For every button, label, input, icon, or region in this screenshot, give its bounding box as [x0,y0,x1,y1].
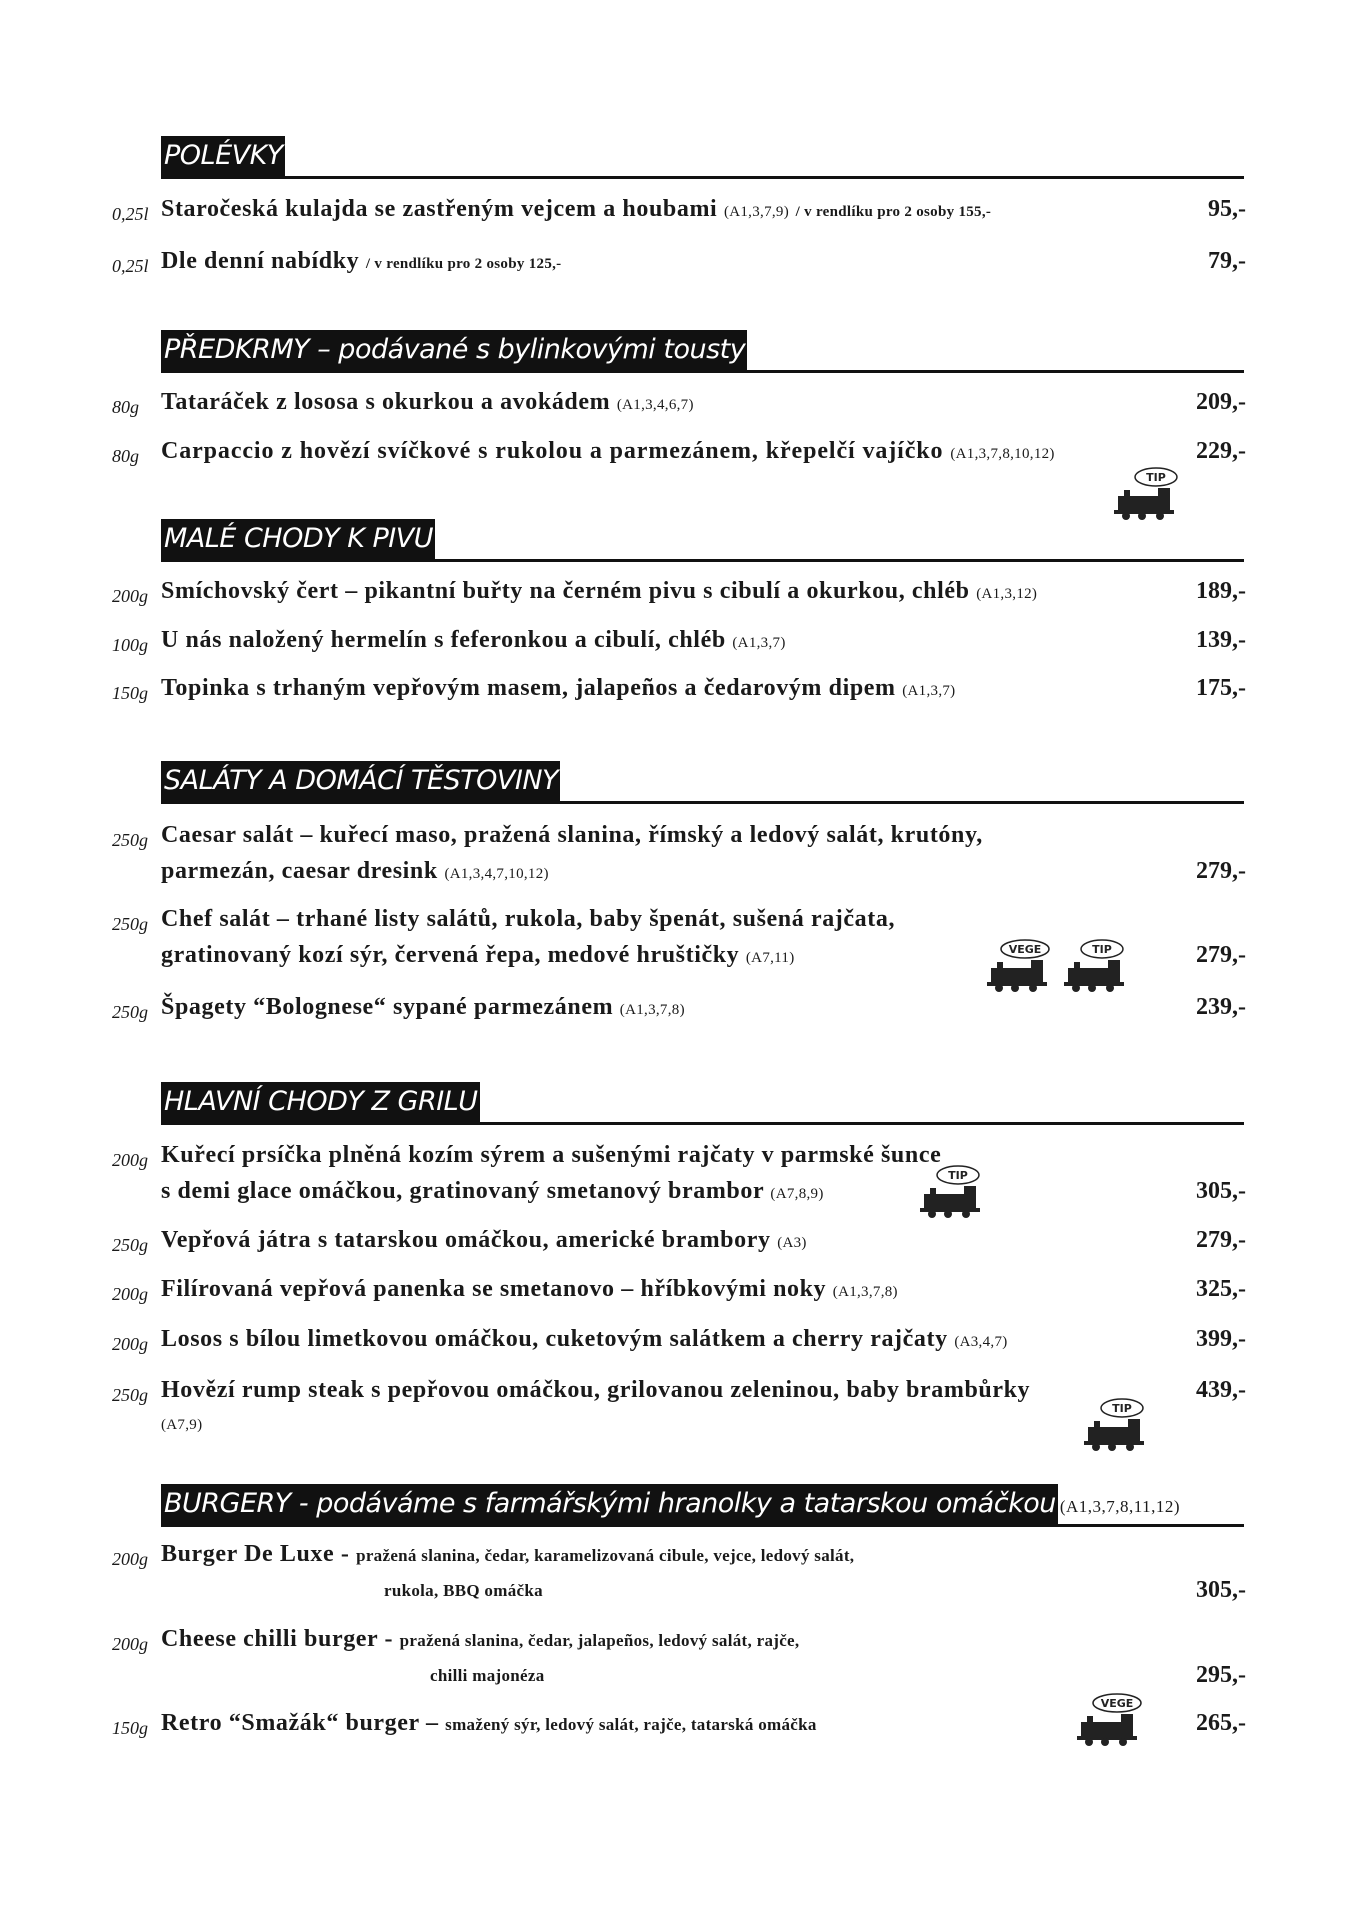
item-description-cont: chilli majonéza [430,1666,545,1685]
item-name: Burger De Luxe - [161,1541,350,1567]
item-price: 95,- [1208,196,1246,222]
menu-item [0,389,1358,425]
item-price: 279,- [1196,942,1246,968]
train-tip-icon [918,1164,990,1220]
item-name-line [161,1541,854,1568]
item-weight: 200g [112,586,148,606]
item-allergens: (A1,3,7) [732,635,786,651]
item-name-line [161,438,1055,465]
item-allergens: (A3) [777,1235,807,1251]
menu-item [0,248,1358,284]
item-weight: 80g [112,446,139,466]
item-name-line [161,627,786,654]
item-weight: 250g [112,830,148,850]
item-price: 305,- [1196,1577,1246,1603]
section-header-male-chody [161,519,1244,562]
menu-item [0,675,1358,711]
item-name: Dle denní nabídky [161,248,360,274]
item-name-line [161,994,685,1021]
item-line2 [161,942,795,969]
item-name: Retro “Smažák“ burger – [161,1710,439,1736]
item-weight: 200g [112,1549,148,1569]
item-price: 189,- [1196,578,1246,604]
menu-item [0,1377,1358,1437]
menu-item [0,196,1358,232]
section-allergens: (A1,3,7,8,11,12) [1059,1497,1181,1516]
menu-item [0,994,1358,1030]
item-price: 175,- [1196,675,1246,701]
item-weight: 200g [112,1150,148,1170]
train-vege-icon [985,938,1057,994]
badge-label: VEGE [1100,1697,1134,1710]
item-name-line [161,389,694,416]
item-name-cont: parmezán, caesar dresink [161,858,438,884]
train-tip-icon [1062,938,1134,994]
item-description: pražená slanina, čedar, jalapeños, ledový salát, rajče, [399,1631,800,1650]
item-price: 79,- [1208,248,1246,274]
item-line1: Hovězí rump steak s pepřovou omáčkou, grilovanou zeleninou, baby brambůrky [161,1377,1031,1403]
item-allergens: (A7,9) [161,1417,203,1433]
menu-item [0,1326,1358,1362]
badge-label: TIP [1092,943,1112,956]
item-name-line [161,196,991,223]
item-price: 399,- [1196,1326,1246,1352]
item-allergens: (A1,3,4,6,7) [616,397,694,413]
section-title: MALÉ CHODY K PIVU [161,519,435,559]
menu-item [0,627,1358,663]
section-title: HLAVNÍ CHODY Z GRILU [161,1082,480,1122]
section-title: POLÉVKY [161,136,285,176]
badge-label: TIP [948,1169,968,1182]
menu-item [0,1142,1358,1214]
item-name-line [161,1326,1008,1353]
item-name-cont: gratinovaný kozí sýr, červená řepa, medové hruštičky [161,942,740,968]
item-name-line [161,1626,799,1653]
item-weight: 250g [112,914,148,934]
item-name-cont: s demi glace omáčkou, gratinovaný smetanový brambor [161,1178,764,1204]
item-note: / v rendlíku pro 2 osoby 155,- [795,204,992,220]
item-weight: 80g [112,397,139,417]
item-weight: 0,25l [112,256,149,276]
menu-item [0,1227,1358,1263]
item-price: 239,- [1196,994,1246,1020]
menu-item [0,1626,1358,1698]
item-price: 279,- [1196,1227,1246,1253]
train-vege-icon [1075,1692,1147,1748]
item-weight: 250g [112,1002,148,1022]
item-note: / v rendlíku pro 2 osoby 125,- [365,256,562,272]
menu-item [0,1710,1358,1746]
item-allergens: (A1,3,7,8) [832,1284,898,1300]
section-header-burgery [161,1484,1244,1527]
item-allergens: (A7,8,9) [770,1186,824,1202]
menu-item [0,1541,1358,1613]
item-allergens: (A1,3,7,8) [619,1002,685,1018]
item-name: Vepřová játra s tatarskou omáčkou, americké brambory [161,1227,771,1253]
item-weight: 150g [112,1718,148,1738]
item-name: U nás naložený hermelín s feferonkou a cibulí, chléb [161,627,726,653]
item-price: 305,- [1196,1178,1246,1204]
item-name: Filírovaná vepřová panenka se smetanovo – hříbkovými noky [161,1276,827,1302]
item-allergens: (A1,3,4,7,10,12) [444,866,549,882]
item-name: Tataráček z lososa s okurkou a avokádem [161,389,611,415]
section-title: PŘEDKRMY – podávané s bylinkovými tousty [161,330,747,370]
item-name: Losos s bílou limetkovou omáčkou, cuketovým salátkem a cherry rajčaty [161,1326,948,1352]
menu-item [0,578,1358,614]
item-price: 229,- [1196,438,1246,464]
item-name-line [161,1227,807,1254]
section-header-polevky [161,136,1244,179]
badge-label: TIP [1112,1402,1132,1415]
item-allergens: (A1,3,7) [902,683,956,699]
item-weight: 200g [112,1334,148,1354]
item-price: 265,- [1196,1710,1246,1736]
item-allergens: (A1,3,7,9) [723,204,790,220]
item-name-line [161,1710,817,1737]
menu-item [0,906,1358,978]
item-line2 [161,1178,824,1205]
item-name: Carpaccio z hovězí svíčkové s rukolou a parmezánem, křepelčí vajíčko [161,438,944,464]
item-name: Staročeská kulajda se zastřeným vejcem a houbami [161,196,718,222]
item-description: smažený sýr, ledový salát, rajče, tatarská omáčka [445,1715,817,1734]
item-line2 [161,858,549,885]
item-price: 279,- [1196,858,1246,884]
item-description-cont: rukola, BBQ omáčka [384,1581,543,1600]
item-name-line [161,1276,898,1303]
item-name: Smíchovský čert – pikantní buřty na černém pivu s cibulí a okurkou, chléb [161,578,970,604]
item-weight: 100g [112,635,148,655]
item-name: Špagety “Bolognese“ sypané parmezánem [161,994,614,1020]
item-name-line [161,675,955,702]
item-allergens: (A1,3,12) [976,586,1038,602]
item-line2 [161,1409,202,1436]
item-weight: 250g [112,1235,148,1255]
item-line1: Kuřecí prsíčka plněná kozím sýrem a sušenými rajčaty v parmské šunce [161,1142,942,1168]
section-header-predkrmy [161,330,1244,373]
train-tip-icon [1082,1397,1154,1453]
item-price: 209,- [1196,389,1246,415]
section-header-salaty [161,761,1244,804]
item-allergens: (A7,11) [745,950,795,966]
item-name-line [161,248,561,275]
item-allergens: (A3,4,7) [954,1334,1008,1350]
badge-label: TIP [1146,471,1166,484]
menu-item [0,822,1358,894]
item-line1: Chef salát – trhané listy salátů, rukola, baby špenát, sušená rajčata, [161,906,896,932]
item-price: 295,- [1196,1662,1246,1688]
item-name: Topinka s trhaným vepřovým masem, jalapeños a čedarovým dipem [161,675,896,701]
menu-item [0,1276,1358,1312]
item-weight: 250g [112,1385,148,1405]
item-weight: 0,25l [112,204,149,224]
item-name-line [161,578,1037,605]
item-line1: Caesar salát – kuřecí maso, pražená slanina, římský a ledový salát, krutóny, [161,822,983,848]
item-weight: 200g [112,1634,148,1654]
item-price: 325,- [1196,1276,1246,1302]
item-price: 439,- [1196,1377,1246,1403]
section-title: BURGERY - podáváme s farmářskými hranolky a tatarskou omáčkou [161,1484,1058,1524]
section-title: SALÁTY A DOMÁCÍ TĚSTOVINY [161,761,560,801]
item-price: 139,- [1196,627,1246,653]
badge-label: VEGE [1008,943,1042,956]
train-tip-icon [1112,466,1184,522]
item-name: Cheese chilli burger - [161,1626,394,1652]
item-description: pražená slanina, čedar, karamelizovaná cibule, vejce, ledový salát, [356,1546,855,1565]
item-weight: 200g [112,1284,148,1304]
section-header-hlavni-chody [161,1082,1244,1125]
item-allergens: (A1,3,7,8,10,12) [950,446,1055,462]
item-weight: 150g [112,683,148,703]
